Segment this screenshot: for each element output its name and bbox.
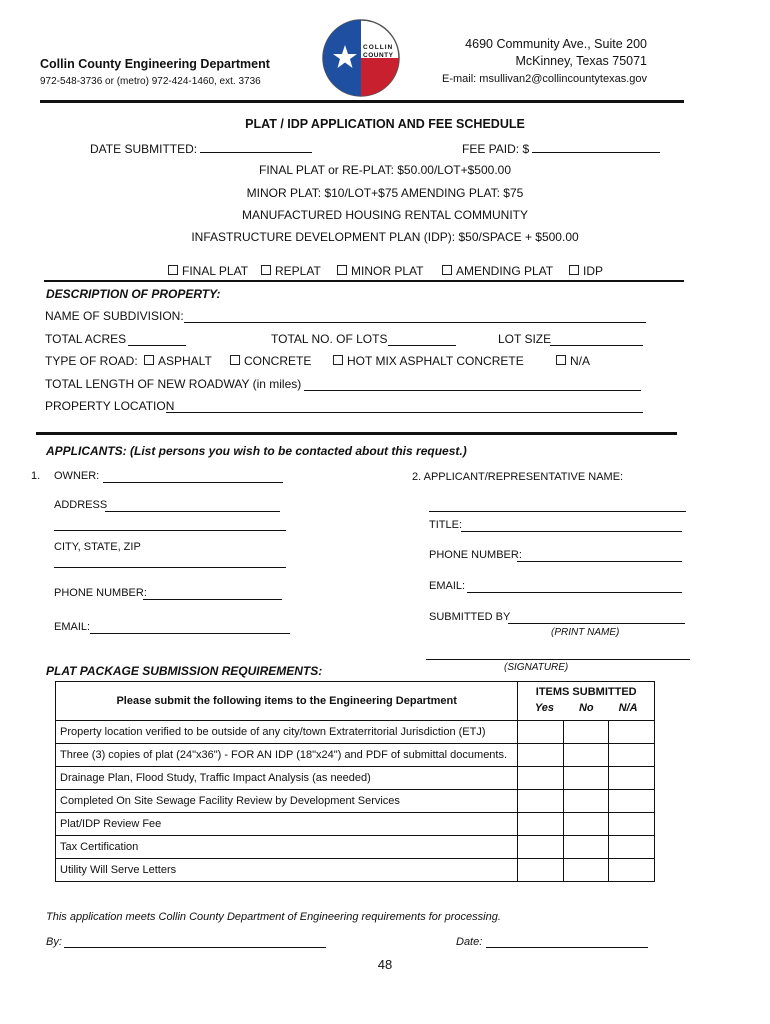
checkbox-icon[interactable] bbox=[144, 355, 154, 365]
logo-text-collin: COLLIN bbox=[363, 44, 394, 51]
checkbox-icon[interactable] bbox=[556, 355, 566, 365]
plat-type-replat[interactable] bbox=[261, 264, 321, 278]
table-row bbox=[56, 836, 655, 859]
total-acres-label: TOTAL ACRES bbox=[45, 332, 127, 346]
checkbox-icon[interactable] bbox=[333, 355, 343, 365]
roadway-length-blank[interactable] bbox=[304, 390, 641, 391]
city-state-zip-blank[interactable] bbox=[54, 567, 286, 568]
fee-line-2: MINOR PLAT: $10/LOT+$75 AMENDING PLAT: $75 bbox=[246, 186, 524, 200]
yes-cell[interactable] bbox=[518, 767, 564, 790]
yes-cell[interactable] bbox=[518, 859, 564, 882]
owner-email-label: EMAIL: bbox=[54, 621, 91, 633]
checkbox-icon[interactable] bbox=[337, 265, 347, 275]
table-row bbox=[56, 744, 655, 767]
print-name-caption: (PRINT NAME) bbox=[551, 627, 620, 638]
property-location-blank[interactable] bbox=[166, 412, 643, 413]
roadway-length-label: TOTAL LENGTH OF NEW ROADWAY (in miles) bbox=[45, 377, 302, 391]
owner-phone-blank[interactable] bbox=[143, 599, 282, 600]
no-cell[interactable] bbox=[563, 744, 609, 767]
plat-type-idp[interactable] bbox=[569, 264, 603, 278]
collin-county-logo bbox=[321, 18, 401, 98]
owner-email-blank[interactable] bbox=[90, 633, 290, 634]
property-heading: DESCRIPTION OF PROPERTY: bbox=[46, 287, 221, 301]
no-cell[interactable] bbox=[563, 813, 609, 836]
plat-type-amending[interactable] bbox=[442, 264, 553, 278]
na-cell[interactable] bbox=[609, 813, 655, 836]
subdivision-blank[interactable] bbox=[184, 322, 646, 323]
table-header-row bbox=[56, 682, 655, 721]
plat-type-label: FINAL PLAT bbox=[182, 264, 249, 278]
requirement-item: Three (3) copies of plat (24"x36") - FOR AN IDP (18"x24") and PDF of submittal documents. bbox=[56, 744, 518, 767]
by-label: By: bbox=[46, 936, 62, 948]
no-cell[interactable] bbox=[563, 721, 609, 744]
title-label: TITLE: bbox=[429, 519, 463, 531]
no-cell[interactable] bbox=[563, 767, 609, 790]
plat-type-final[interactable] bbox=[168, 264, 248, 278]
road-type-text: ASPHALT bbox=[158, 354, 212, 368]
address-label: ADDRESS bbox=[54, 499, 108, 511]
fee-line-1: FINAL PLAT or RE-PLAT: $50.00/LOT+$500.00 bbox=[258, 163, 512, 177]
department-phone: 972-548-3736 or (metro) 972-424-1460, ext. 3736 bbox=[40, 76, 261, 87]
submitted-by-label: SUBMITTED BY bbox=[429, 611, 511, 623]
plat-type-label: IDP bbox=[583, 264, 604, 278]
page-title: PLAT / IDP APPLICATION AND FEE SCHEDULE bbox=[245, 117, 525, 131]
no-cell[interactable] bbox=[563, 859, 609, 882]
owner-label: OWNER: bbox=[54, 470, 100, 482]
checkbox-icon[interactable] bbox=[569, 265, 579, 275]
rep-email-label: EMAIL: bbox=[429, 580, 466, 592]
table-row bbox=[56, 767, 655, 790]
applicants-heading: APPLICANTS: (List persons you wish to be contacted about this request.) bbox=[46, 444, 467, 458]
lot-size-blank[interactable] bbox=[550, 345, 643, 346]
checkbox-icon[interactable] bbox=[442, 265, 452, 275]
na-cell[interactable] bbox=[609, 721, 655, 744]
yes-cell[interactable] bbox=[518, 744, 564, 767]
header-divider bbox=[40, 100, 684, 103]
rep-phone-label: PHONE NUMBER: bbox=[429, 549, 522, 561]
contact-email: E-mail: msullivan2@collincountytexas.gov bbox=[442, 73, 647, 85]
table-row bbox=[56, 813, 655, 836]
city-state-zip-label: CITY, STATE, ZIP bbox=[54, 541, 141, 553]
yes-cell[interactable] bbox=[518, 813, 564, 836]
road-type-na[interactable] bbox=[556, 354, 590, 368]
owner-number: 1. bbox=[31, 470, 41, 482]
address-line-2: McKinney, Texas 75071 bbox=[515, 54, 647, 68]
address-line-1: 4690 Community Ave., Suite 200 bbox=[465, 37, 647, 51]
col-no: No bbox=[578, 702, 594, 714]
submitted-by-blank[interactable] bbox=[508, 623, 685, 624]
applicant-name-blank[interactable] bbox=[429, 511, 686, 512]
owner-blank[interactable] bbox=[103, 482, 283, 483]
signature-blank[interactable] bbox=[426, 659, 690, 660]
road-type-text: HOT MIX ASPHALT CONCRETE bbox=[347, 354, 524, 368]
yes-cell[interactable] bbox=[518, 790, 564, 813]
checkbox-icon[interactable] bbox=[168, 265, 178, 275]
plat-type-label: MINOR PLAT bbox=[351, 264, 424, 278]
items-submitted-header bbox=[518, 682, 655, 721]
na-cell[interactable] bbox=[609, 836, 655, 859]
address-blank-2[interactable] bbox=[54, 530, 286, 531]
date-label: Date: bbox=[456, 936, 483, 948]
requirement-item: Property location verified to be outside of any city/town Extraterritorial Jurisdiction (ETJ) bbox=[56, 721, 518, 744]
road-type-text: N/A bbox=[570, 354, 591, 368]
requirements-table bbox=[55, 681, 655, 882]
total-lots-blank[interactable] bbox=[388, 345, 456, 346]
na-cell[interactable] bbox=[609, 790, 655, 813]
items-submitted-label: ITEMS SUBMITTED bbox=[535, 686, 637, 698]
by-blank[interactable] bbox=[64, 947, 326, 948]
yes-cell[interactable] bbox=[518, 721, 564, 744]
address-blank-1[interactable] bbox=[105, 511, 280, 512]
no-cell[interactable] bbox=[563, 790, 609, 813]
total-acres-blank[interactable] bbox=[128, 345, 186, 346]
rep-email-blank[interactable] bbox=[467, 592, 682, 593]
date-submitted-label: DATE SUBMITTED: bbox=[90, 142, 198, 156]
road-type-label: TYPE OF ROAD: bbox=[45, 354, 138, 368]
requirement-item: Drainage Plan, Flood Study, Traffic Impact Analysis (as needed) bbox=[56, 767, 518, 790]
processing-statement: This application meets Collin County Department of Engineering requirements for processing. bbox=[46, 911, 501, 923]
plat-type-label: AMENDING PLAT bbox=[456, 264, 554, 278]
na-cell[interactable] bbox=[609, 744, 655, 767]
property-location-label: PROPERTY LOCATION bbox=[45, 399, 175, 413]
no-cell[interactable] bbox=[563, 836, 609, 859]
date-submitted-field[interactable] bbox=[90, 141, 312, 156]
requirements-heading: PLAT PACKAGE SUBMISSION REQUIREMENTS: bbox=[46, 664, 323, 678]
road-type-concrete[interactable] bbox=[230, 354, 311, 368]
road-type-hot-mix[interactable] bbox=[333, 354, 524, 368]
fee-line-4: INFASTRUCTURE DEVELOPMENT PLAN (IDP): $50/SPACE + $500.00 bbox=[191, 230, 579, 244]
fee-paid-blank[interactable] bbox=[532, 141, 660, 153]
road-type-asphalt[interactable] bbox=[144, 354, 212, 368]
table-row bbox=[56, 859, 655, 882]
rep-phone-blank[interactable] bbox=[517, 561, 682, 562]
fee-paid-label: FEE PAID: $ bbox=[462, 142, 530, 156]
na-cell[interactable] bbox=[609, 767, 655, 790]
checkbox-icon[interactable] bbox=[261, 265, 271, 275]
checkbox-icon[interactable] bbox=[230, 355, 240, 365]
applicants-divider bbox=[36, 432, 677, 435]
fee-paid-field[interactable] bbox=[462, 141, 660, 156]
property-divider bbox=[44, 280, 684, 282]
page-number: 48 bbox=[377, 957, 393, 972]
fee-line-3: MANUFACTURED HOUSING RENTAL COMMUNITY bbox=[241, 208, 528, 222]
applicant-name-label: 2. APPLICANT/REPRESENTATIVE NAME: bbox=[412, 471, 624, 483]
requirement-item: Plat/IDP Review Fee bbox=[56, 813, 518, 836]
table-row bbox=[56, 790, 655, 813]
subdivision-label: NAME OF SUBDIVISION: bbox=[45, 309, 184, 323]
table-row bbox=[56, 721, 655, 744]
owner-phone-label: PHONE NUMBER: bbox=[54, 587, 147, 599]
requirement-item: Utility Will Serve Letters bbox=[56, 859, 518, 882]
yes-cell[interactable] bbox=[518, 836, 564, 859]
total-lots-label: TOTAL NO. OF LOTS bbox=[271, 332, 388, 346]
date-submitted-blank[interactable] bbox=[200, 141, 312, 153]
requirement-item: Tax Certification bbox=[56, 836, 518, 859]
plat-type-minor[interactable] bbox=[337, 264, 423, 278]
title-blank[interactable] bbox=[461, 531, 682, 532]
table-header-text: Please submit the following items to the Engineering Department bbox=[56, 682, 518, 721]
lot-size-label: LOT SIZE bbox=[498, 332, 552, 346]
signature-caption: (SIGNATURE) bbox=[504, 662, 569, 673]
na-cell[interactable] bbox=[609, 859, 655, 882]
requirement-item: Completed On Site Sewage Facility Review by Development Services bbox=[56, 790, 518, 813]
col-na: N/A bbox=[618, 702, 638, 714]
col-yes: Yes bbox=[534, 702, 555, 714]
logo-text-county: COUNTY bbox=[363, 52, 394, 59]
road-type-text: CONCRETE bbox=[244, 354, 312, 368]
date-blank[interactable] bbox=[486, 947, 648, 948]
department-name: Collin County Engineering Department bbox=[40, 57, 270, 71]
plat-type-label: REPLAT bbox=[275, 264, 321, 278]
